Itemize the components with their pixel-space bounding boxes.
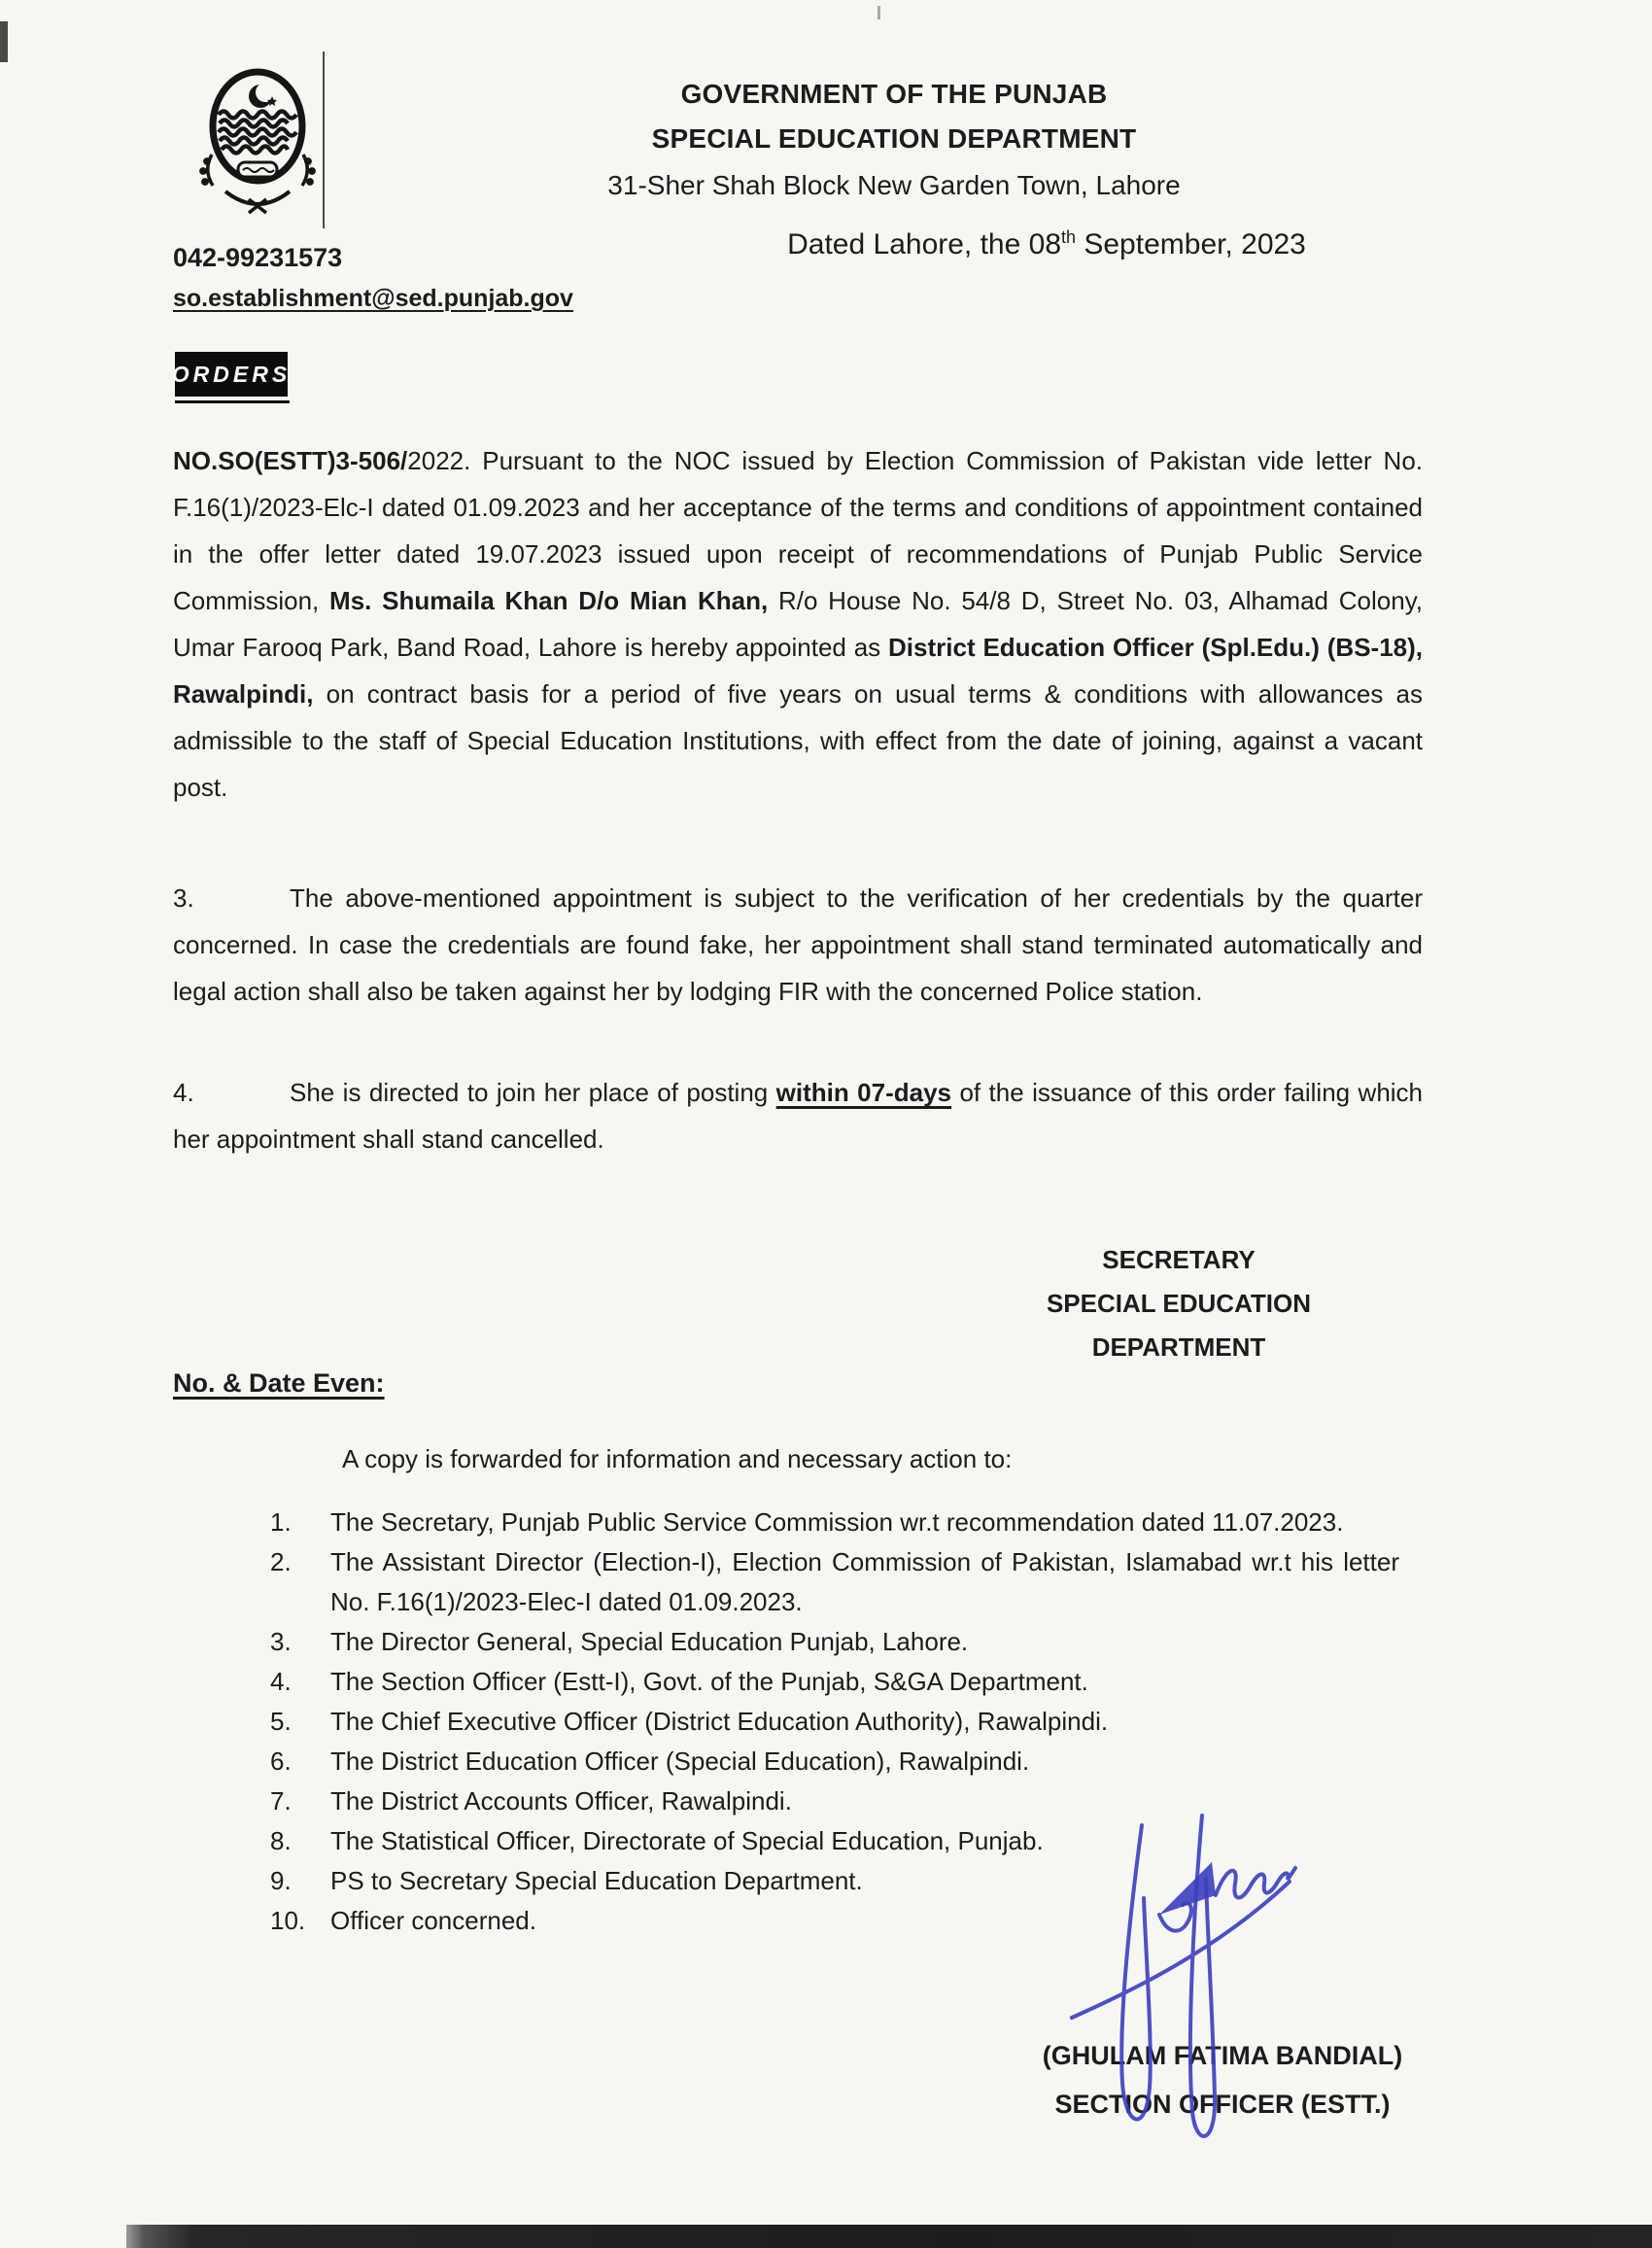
header-divider-line [323, 52, 325, 228]
orders-heading-badge [171, 352, 292, 397]
cc-item-text: The Assistant Director (Election-I), Election Commission of Pakistan, Islamabad wr.t his letter No. F.16(1)/2023-Elec-I dated 01.09.2023. [330, 1547, 1399, 1616]
signatory-title: SECTION OFFICER (ESTT.) [1054, 2090, 1391, 2119]
date-ordinal-suffix: th [1061, 227, 1077, 247]
cc-item-text: Officer concerned. [330, 1906, 536, 1935]
orders-heading-label: ORDERS [171, 361, 292, 387]
order-text-c: on contract basis for a period of five years on usual terms & conditions with allowances as admissible to the staff of Special Education Institutions, with effect from the date of joining, against a vacant post. [173, 679, 1423, 802]
copy-forwarded-line: A copy is forwarded for information and necessary action to: [342, 1444, 1013, 1473]
clause-4-number: 4. [173, 1078, 194, 1107]
cc-item-number: 9. [270, 1866, 292, 1895]
email-address: so.establishment@sed.punjab.gov [173, 285, 573, 312]
cc-item-number: 10. [270, 1906, 306, 1935]
secretary-signature-block [1033, 1238, 1325, 1369]
signatory-name: (GHULAM FATIMA BANDIAL) [1042, 2041, 1403, 2070]
letter-date [658, 227, 1435, 261]
department-title: SPECIAL EDUCATION DEPARTMENT [651, 123, 1137, 154]
handwritten-signature-ink [1045, 1806, 1326, 2158]
cc-item-text: The District Accounts Officer, Rawalpindi. [330, 1786, 792, 1816]
cc-item-number: 2. [270, 1547, 292, 1576]
cc-item-5 [270, 1702, 1432, 1742]
no-date-even-heading: No. & Date Even: [173, 1368, 385, 1398]
cc-item-number: 1. [270, 1507, 292, 1537]
cc-item-text: The Statistical Officer, Directorate of Special Education, Punjab. [330, 1826, 1044, 1855]
scan-edge-bar [126, 2225, 1652, 2248]
appointee-name: Ms. Shumaila Khan D/o Mian Khan, [329, 586, 769, 615]
scan-top-artifact [878, 6, 880, 19]
punjab-emblem-logo [192, 64, 323, 218]
secretary-dept-line1: SPECIAL EDUCATION [1046, 1289, 1312, 1318]
order-text-a: 2022. Pursuant to the NOC issued by Election Commission of Pakistan vide letter No. F.16(1)/2023-Elc-I dated 01.09.2023 and her acceptance of the terms and conditions of appointment contained in the offer letter dated 19.07.2023 issued upon receipt of recommendations of Punjab Public Service Commission, [173, 446, 1423, 615]
cc-item-number: 7. [270, 1786, 292, 1816]
government-title: GOVERNMENT OF THE PUNJAB [680, 79, 1108, 109]
cc-item-6 [270, 1742, 1432, 1781]
orders-underline [175, 400, 290, 403]
post-designation: District Education Officer (Spl.Edu.) (BS-18), Rawalpindi, [173, 633, 1423, 709]
cc-item-text: The Secretary, Punjab Public Service Commission wr.t recommendation dated 11.07.2023. [330, 1507, 1344, 1537]
cc-item-number: 4. [270, 1667, 292, 1696]
cc-item-number: 6. [270, 1747, 292, 1776]
cc-item-2 [270, 1542, 1432, 1622]
clause-4-text-a: She is directed to join her place of posting [290, 1078, 776, 1107]
clause-4-text-b: of the issuance of this order failing which her appointment shall stand cancelled. [173, 1078, 1424, 1154]
clause-4 [173, 1069, 1423, 1162]
clause-4-text [173, 1069, 1423, 1162]
cc-item-1 [270, 1503, 1432, 1542]
date-text-rest: September, 2023 [1076, 228, 1306, 260]
secretary-title: SECRETARY [1102, 1245, 1256, 1274]
scan-corner-artifact [0, 21, 8, 62]
cc-item-number: 3. [270, 1627, 292, 1656]
order-paragraph [173, 437, 1423, 811]
cc-item-number: 8. [270, 1826, 292, 1855]
cc-item-text: PS to Secretary Special Education Department. [330, 1866, 863, 1895]
joining-deadline: within 07-days [775, 1078, 952, 1107]
letterhead [505, 72, 1283, 208]
order-reference-number: NO.SO(ESTT)3-506/ [173, 446, 408, 475]
cc-item-number: 5. [270, 1707, 292, 1736]
clause-3-number: 3. [173, 883, 194, 913]
date-text: Dated Lahore, the 08 [787, 228, 1062, 260]
phone-number: 042-99231573 [173, 243, 343, 272]
cc-item-text: The Director General, Special Education Punjab, Lahore. [330, 1627, 969, 1656]
cc-item-3 [270, 1622, 1432, 1662]
cc-item-text: The Section Officer (Estt-I), Govt. of the Punjab, S&GA Department. [330, 1667, 1088, 1696]
cc-item-text: The Chief Executive Officer (District Education Authority), Rawalpindi. [330, 1707, 1109, 1736]
secretary-dept-line2: DEPARTMENT [1091, 1332, 1266, 1362]
cc-item-text: The District Education Officer (Special Education), Rawalpindi. [330, 1747, 1030, 1776]
order-text-b: R/o House No. 54/8 D, Street No. 03, Alhamad Colony, Umar Farooq Park, Band Road, Lahore is hereby appointed as [173, 586, 1423, 662]
clause-3 [173, 875, 1423, 1015]
clause-3-text: The above-mentioned appointment is subject to the verification of her credentials by the quarter concerned. In case the credentials are found fake, her appointment shall stand terminated automatically and legal action shall also be taken against her by lodging FIR with the concerned Police station. [173, 883, 1423, 1006]
cc-item-4 [270, 1662, 1432, 1702]
department-address: 31-Sher Shah Block New Garden Town, Lahore [607, 170, 1181, 200]
